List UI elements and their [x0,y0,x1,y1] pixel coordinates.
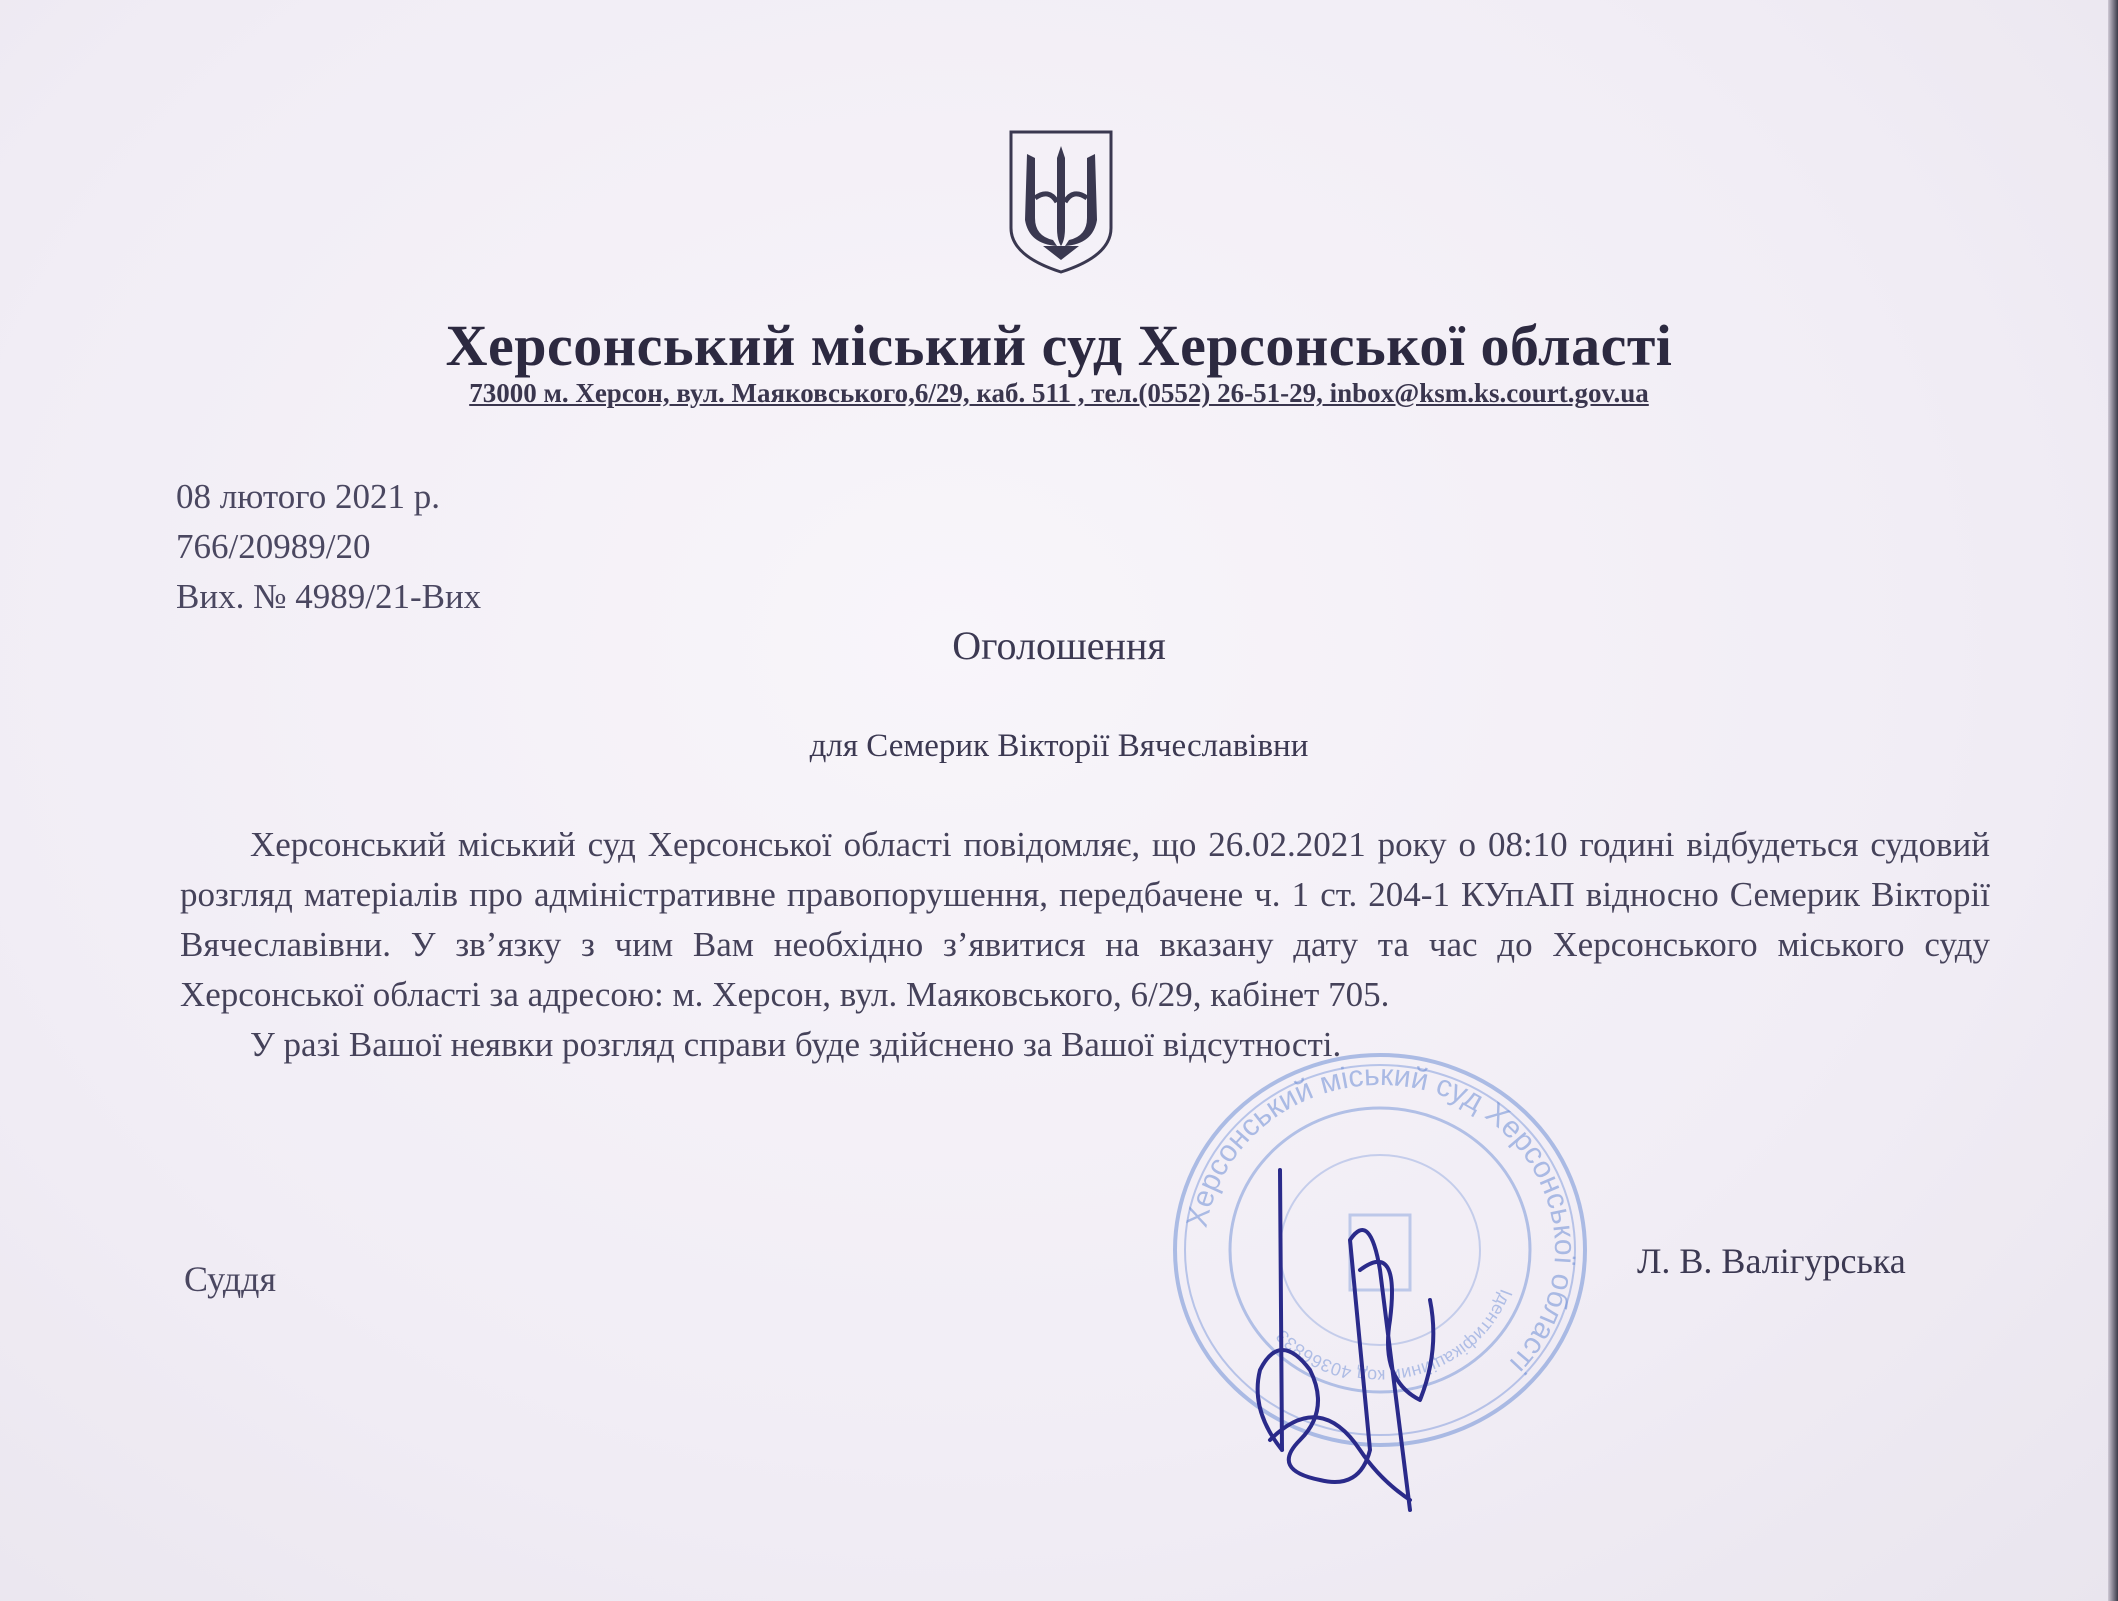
court-name: Херсонський міський суд Херсонської області [445,313,1673,378]
svg-text:Херсонський міський суд Херсон: Херсонський міський суд Херсонської області [1180,1058,1582,1380]
judge-name: Л. В. Валігурська [1637,1241,1906,1281]
judge-role-label: Суддя [184,1259,277,1299]
outgoing-number: Вих. № 4989/21-Вих [176,577,482,616]
judge-signature [1210,1150,1470,1530]
document-title: Оголошення [952,623,1166,668]
svg-text:Ідентифікаційний код 40366833: Ідентифікаційний код 40366833 [1272,1286,1517,1387]
trident-coat-of-arms-icon [1005,128,1117,276]
body-paragraph-notice: Херсонський міський суд Херсонської області повідомляє, що 26.02.2021 року о 08:10 годині відбудеться судовий розгляд матеріалів про адміністративне правопорушення, передбачене ч. 1 ст. 204-1 КУпАП відносно Семерик Вікторії Вячеславівни. У зв’язку з чим Вам необхідно з’явитися на вказану дату та час до Херсонського міського суду Херсонської області за адресою: м. Херсон, вул. Маяковського, 6/29, кабінет 705. [180,825,1990,1014]
document-meta [176,472,481,622]
document-body [180,820,1990,1070]
page-edge-shadow [2108,0,2118,1601]
court-address: 73000 м. Херсон, вул. Маяковського,6/29, каб. 511 , тел.(0552) 26-51-29, inbox@ksm.ks.court.gov.ua [469,378,1649,408]
document-date: 08 лютого 2021 р. [176,477,440,516]
case-number: 766/20989/20 [176,527,371,566]
addressee: для Семерик Вікторії Вячеславівни [809,728,1309,764]
body-paragraph-absence: У разі Вашої неявки розгляд справи буде здійснено за Вашої відсутності. [250,1025,1342,1064]
